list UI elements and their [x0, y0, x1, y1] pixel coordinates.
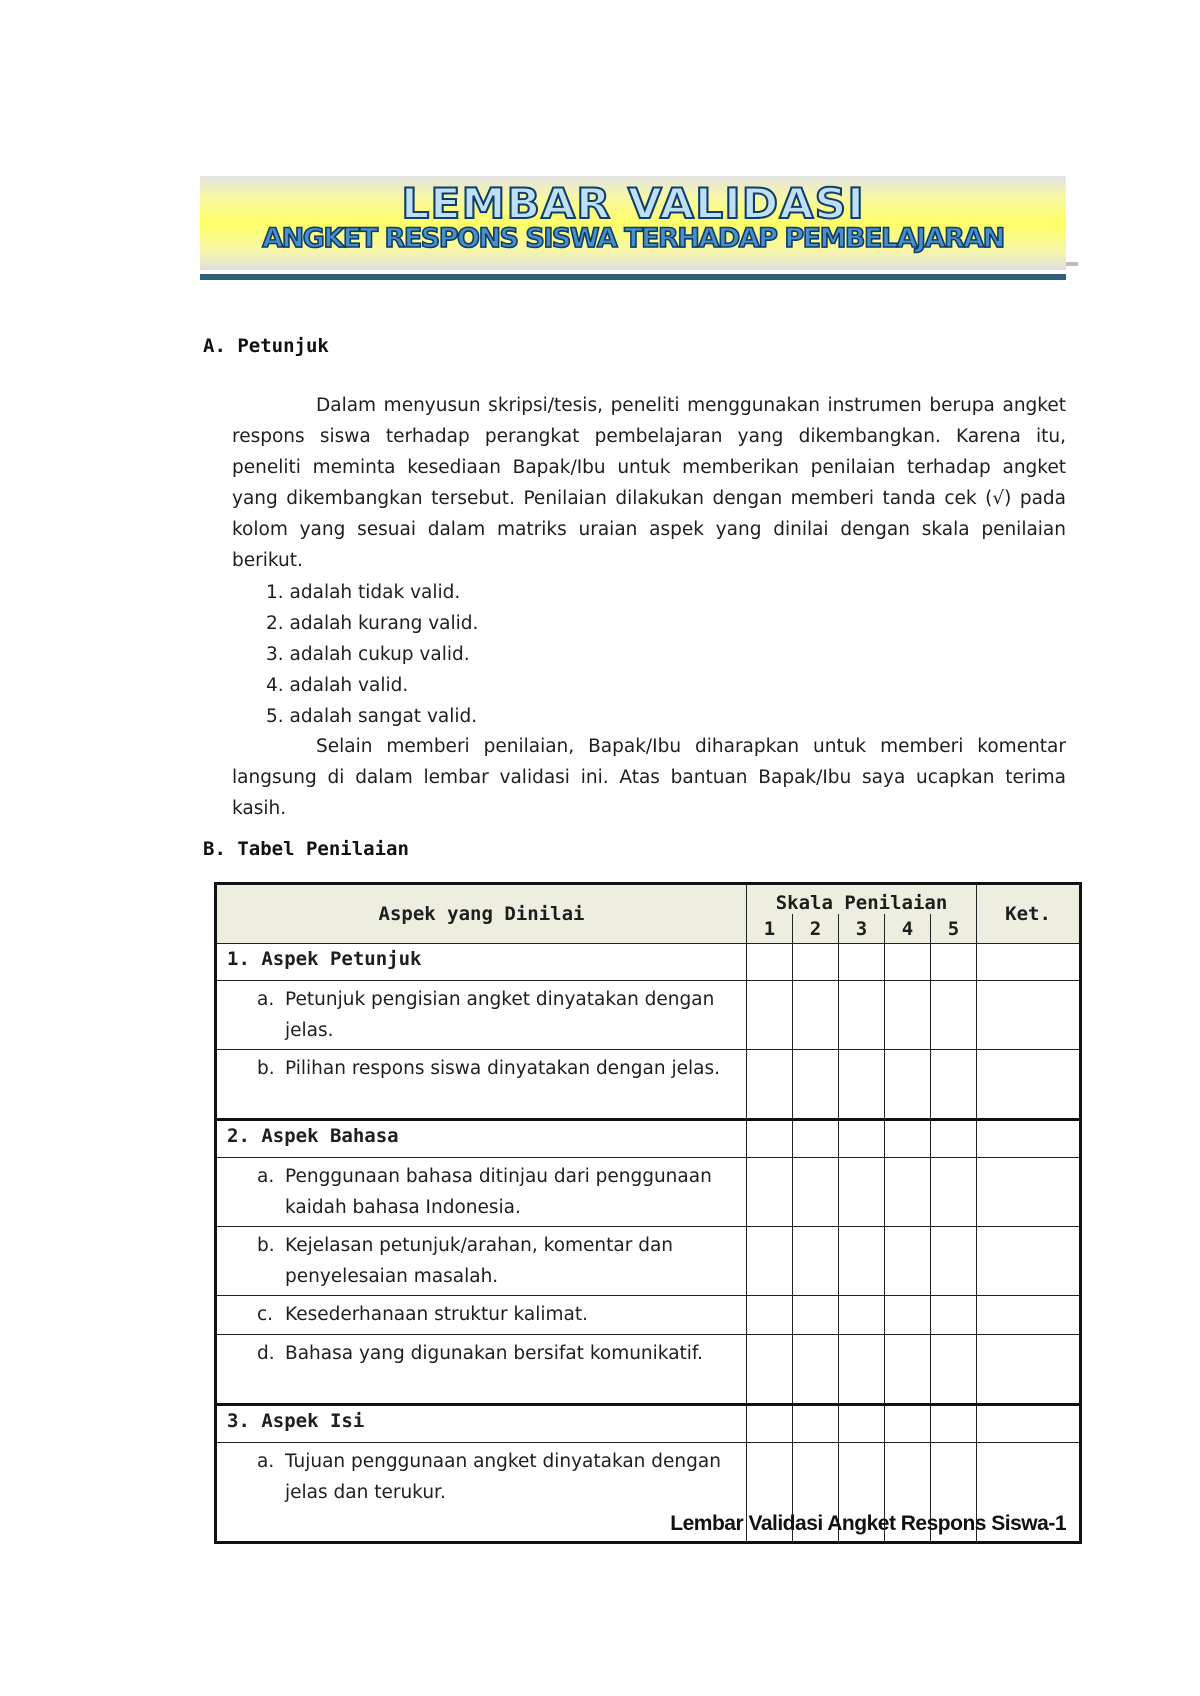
scale-item: 3. adalah cukup valid. [266, 644, 470, 665]
rating-cell-3[interactable] [839, 1050, 885, 1120]
item-letter: c. [257, 1304, 274, 1325]
rating-cell-4[interactable] [885, 944, 931, 981]
header-scale-4: 4 [885, 914, 931, 943]
rating-cell-5[interactable] [931, 1050, 977, 1120]
section-label: 3. Aspek Isi [216, 1405, 747, 1443]
rating-cell-2[interactable] [793, 1405, 839, 1443]
ket-cell[interactable] [977, 1405, 1081, 1443]
rating-cell-2[interactable] [793, 944, 839, 981]
item-text: Kesederhanaan struktur kalimat. [285, 1304, 588, 1325]
ket-cell[interactable] [977, 1120, 1081, 1158]
document-subtitle: ANGKET RESPONS SISWA TERHADAP PEMBELAJARAN [262, 223, 1004, 254]
rating-cell-5[interactable] [931, 981, 977, 1050]
rating-cell-1[interactable] [747, 1158, 793, 1227]
rating-cell-5[interactable] [931, 1335, 977, 1405]
rating-cell-1[interactable] [747, 1050, 793, 1120]
page-footer: Lembar Validasi Angket Respons Siswa-1 [670, 1512, 1066, 1535]
scale-item: 2. adalah kurang valid. [266, 613, 479, 634]
table-row [216, 1335, 1081, 1405]
item-letter: a. [257, 989, 275, 1010]
rating-cell-2[interactable] [793, 1158, 839, 1227]
scale-item: 5. adalah sangat valid. [266, 706, 478, 727]
item-letter: d. [257, 1343, 275, 1364]
rating-cell-5[interactable] [931, 1158, 977, 1227]
table-row [216, 1050, 1081, 1120]
rating-cell-1[interactable] [747, 1335, 793, 1405]
rating-cell-4[interactable] [885, 1120, 931, 1158]
header-aspek: Aspek yang Dinilai [216, 884, 747, 944]
rating-cell-3[interactable] [839, 1227, 885, 1296]
rating-cell-4[interactable] [885, 1158, 931, 1227]
closing-paragraph [232, 731, 1066, 824]
section-b-heading: B. Tabel Penilaian [203, 838, 409, 860]
rating-cell-3[interactable] [839, 1296, 885, 1335]
rating-cell-4[interactable] [885, 1335, 931, 1405]
instructions-text: Dalam menyusun skripsi/tesis, peneliti menggunakan instrumen berupa angket respons siswa terhadap perangkat pembelajaran yang dikembangkan. Karena itu, peneliti meminta kesediaan Bapak/Ibu untuk memberikan penilaian terhadap angket yang dikembangkan tersebut. Penilaian dilakukan dengan memberi tanda cek (√) pada kolom yang sesuai dalam matriks uraian aspek yang dinilai dengan skala penilaian berikut. [232, 395, 1066, 571]
ket-cell[interactable] [977, 1050, 1081, 1120]
rating-cell-1[interactable] [747, 1120, 793, 1158]
table-row [216, 1158, 1081, 1227]
rating-cell-1[interactable] [747, 981, 793, 1050]
table-row [216, 981, 1081, 1050]
item-letter: b. [257, 1235, 275, 1256]
item-letter: a. [257, 1166, 275, 1187]
ket-cell[interactable] [977, 1296, 1081, 1335]
rating-cell-1[interactable] [747, 1227, 793, 1296]
rating-cell-5[interactable] [931, 1227, 977, 1296]
rating-cell-5[interactable] [931, 1405, 977, 1443]
rating-cell-3[interactable] [839, 1158, 885, 1227]
rating-cell-2[interactable] [793, 1335, 839, 1405]
assessment-table [214, 882, 1082, 1544]
rating-cell-2[interactable] [793, 1050, 839, 1120]
rating-cell-1[interactable] [747, 1405, 793, 1443]
document-title: LEMBAR VALIDASI [401, 179, 865, 228]
table-section-row [216, 1405, 1081, 1443]
rating-cell-4[interactable] [885, 1050, 931, 1120]
header-scale-3: 3 [839, 914, 885, 943]
rating-cell-5[interactable] [931, 944, 977, 981]
rating-cell-1[interactable] [747, 944, 793, 981]
scale-item: 4. adalah valid. [266, 675, 409, 696]
header-scale-2: 2 [793, 914, 839, 943]
table-row [216, 1227, 1081, 1296]
rating-cell-2[interactable] [793, 1120, 839, 1158]
header-scale-5: 5 [931, 914, 977, 943]
header-scale-1: 1 [747, 914, 793, 943]
header-skala-penilaian: Skala Penilaian [747, 884, 977, 915]
ket-cell[interactable] [977, 981, 1081, 1050]
item-text: Bahasa yang digunakan bersifat komunikatif. [285, 1343, 703, 1364]
ket-cell[interactable] [977, 1158, 1081, 1227]
rating-cell-3[interactable] [839, 1335, 885, 1405]
item-text: Pilihan respons siswa dinyatakan dengan jelas. [285, 1058, 720, 1079]
rating-cell-4[interactable] [885, 1405, 931, 1443]
rating-cell-2[interactable] [793, 1296, 839, 1335]
rating-cell-1[interactable] [747, 1296, 793, 1335]
item-letter: b. [257, 1058, 275, 1079]
table-section-row [216, 944, 1081, 981]
rating-cell-4[interactable] [885, 1227, 931, 1296]
rating-cell-4[interactable] [885, 1296, 931, 1335]
rating-cell-3[interactable] [839, 944, 885, 981]
section-label: 2. Aspek Bahasa [216, 1120, 747, 1158]
item-letter: a. [257, 1451, 275, 1472]
rating-scale-list [266, 577, 478, 732]
rating-cell-3[interactable] [839, 981, 885, 1050]
table-row [216, 1296, 1081, 1335]
item-text: Kejelasan petunjuk/arahan, komentar dan penyelesaian masalah. [285, 1235, 674, 1287]
ket-cell[interactable] [977, 1335, 1081, 1405]
rating-cell-3[interactable] [839, 1405, 885, 1443]
instructions-paragraph [232, 390, 1066, 576]
scale-item: 1. adalah tidak valid. [266, 582, 461, 603]
ket-cell[interactable] [977, 944, 1081, 981]
section-a-heading: A. Petunjuk [203, 335, 329, 357]
section-label: 1. Aspek Petunjuk [216, 944, 747, 981]
rating-cell-4[interactable] [885, 981, 931, 1050]
ket-cell[interactable] [977, 1227, 1081, 1296]
banner-underline [200, 274, 1066, 280]
item-text: Tujuan penggunaan angket dinyatakan dengan jelas dan terukur. [285, 1451, 721, 1503]
rating-cell-5[interactable] [931, 1296, 977, 1335]
rating-cell-3[interactable] [839, 1120, 885, 1158]
item-text: Penggunaan bahasa ditinjau dari penggunaan kaidah bahasa Indonesia. [285, 1166, 712, 1218]
item-text: Petunjuk pengisian angket dinyatakan dengan jelas. [285, 989, 715, 1041]
rating-cell-2[interactable] [793, 981, 839, 1050]
closing-text: Selain memberi penilaian, Bapak/Ibu diharapkan untuk memberi komentar langsung di dalam lembar validasi ini. Atas bantuan Bapak/Ibu saya ucapkan terima kasih. [232, 736, 1066, 819]
rating-cell-5[interactable] [931, 1120, 977, 1158]
header-ket: Ket. [977, 884, 1081, 944]
rating-cell-2[interactable] [793, 1227, 839, 1296]
table-section-row [216, 1120, 1081, 1158]
